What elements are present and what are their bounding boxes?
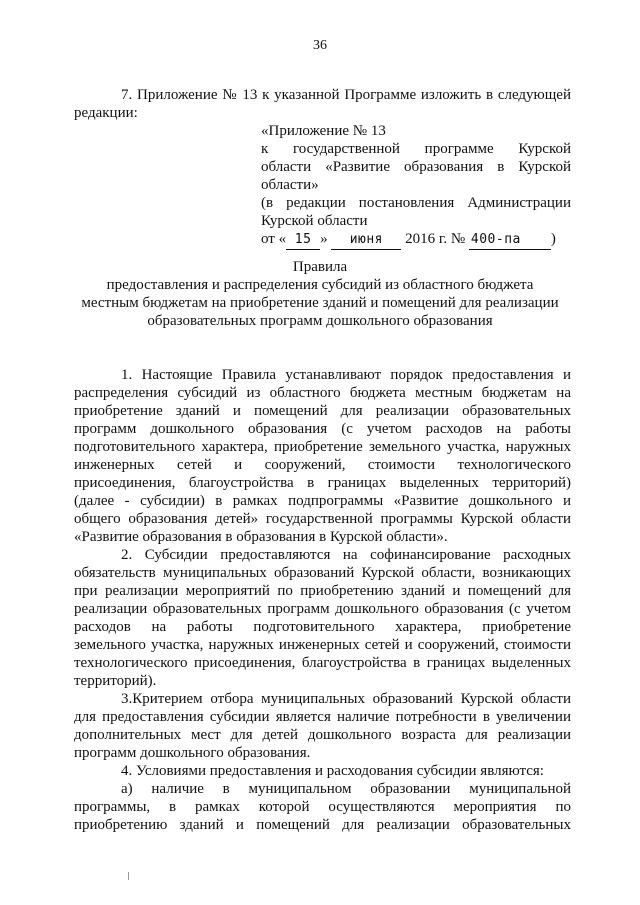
p2-line: обязательств муниципальных образований Курской области, возникающих — [74, 565, 571, 581]
date-mid: » — [320, 231, 328, 247]
p1-line: приобретение зданий и помещений для реализации образовательных — [74, 403, 571, 419]
intro-line-1: 7. Приложение № 13 к указанной Программе изложить в следующей — [121, 87, 571, 103]
p1-line: подготовительного характера, приобретение земельного участка, наружных — [74, 439, 571, 455]
p1-line: программ дошкольного образования (с учетом расходов на работы — [74, 421, 571, 437]
annex-block — [261, 122, 571, 250]
p3-line: для предоставления субсидии является наличие потребности в увеличении — [74, 709, 571, 725]
p2-line: технологического присоединения, благоустройства в границах выделенных — [74, 655, 571, 671]
p1-line: распределения субсидий из областного бюджета местным бюджетам на — [74, 385, 571, 401]
p4-line: 4. Условиями предоставления и расходования субсидии являются: — [121, 763, 544, 779]
annex-line-2: к государственной программе Курской — [261, 141, 571, 157]
date-year: 2016 г. № — [405, 231, 466, 247]
p1-line: (далее - субсидии) в рамках подпрограммы «Развитие дошкольного и — [74, 493, 571, 509]
date-number: 400-па — [469, 231, 551, 250]
rules-subtitle-1: предоставления и распределения субсидий из областного бюджета — [106, 277, 534, 293]
p1-line: «Развитие образования в образования в Курской области». — [74, 529, 448, 545]
p3-line: дополнительных мест для детей дошкольного возраста для реализации — [74, 727, 571, 743]
p1-line: инженерных сетей и сооружений, стоимости технологического — [74, 457, 571, 473]
intro-line-2: редакции: — [74, 105, 138, 121]
annex-line-6: Курской области — [261, 213, 368, 229]
page-number: 36 — [313, 38, 327, 53]
rules-subtitle-2: местным бюджетам на приобретение зданий и помещений для реализации — [81, 295, 559, 311]
p4-line: программы, в рамках которой осуществляются мероприятия по — [74, 799, 571, 815]
p3-line: 3.Критерием отбора муниципальных образований Курской области — [121, 691, 571, 707]
p2-line: земельного участка, наружных инженерных сетей и сооружений, стоимости — [74, 637, 571, 653]
p2-line: 2. Субсидии предоставляются на софинансирование расходных — [121, 547, 571, 563]
p2-line: расходов на работы подготовительного характера, приобретение — [74, 619, 571, 635]
p2-line: реализации образовательных программ дошкольного образования (с учетом — [74, 601, 571, 617]
p3-line: программ дошкольного образования. — [74, 745, 311, 761]
annex-line-5: (в редакции постановления Администрации — [261, 195, 571, 211]
rules-subtitle-3: образовательных программ дошкольного образования — [147, 313, 493, 329]
p1-line: 1. Настоящие Правила устанавливают порядок предоставления и — [121, 367, 571, 383]
annex-title: «Приложение № 13 — [261, 123, 386, 139]
p1-line: присоединения, благоустройства в границах выделенных территорий) — [74, 475, 571, 491]
p2-line: при реализации мероприятий по приобретению зданий и помещений для — [74, 583, 571, 599]
date-month: июня — [331, 231, 401, 250]
p1-line: общего образования детей» государственной программы Курской области — [74, 511, 571, 527]
p4-line: а) наличие в муниципальном образовании муниципальной — [121, 781, 571, 797]
date-prefix: от « — [261, 231, 287, 247]
date-day: 15 — [286, 231, 320, 250]
p2-line: территорий). — [74, 673, 157, 689]
annex-line-4: области» — [261, 177, 319, 193]
scan-mark — [128, 872, 132, 880]
rules-title: Правила — [292, 259, 348, 275]
annex-line-3: области «Развитие образования в Курской — [261, 159, 571, 175]
annex-date-line — [261, 230, 571, 250]
p4-line: приобретению зданий и помещений для реализации образовательных — [74, 817, 571, 833]
date-suffix: ) — [550, 231, 556, 247]
